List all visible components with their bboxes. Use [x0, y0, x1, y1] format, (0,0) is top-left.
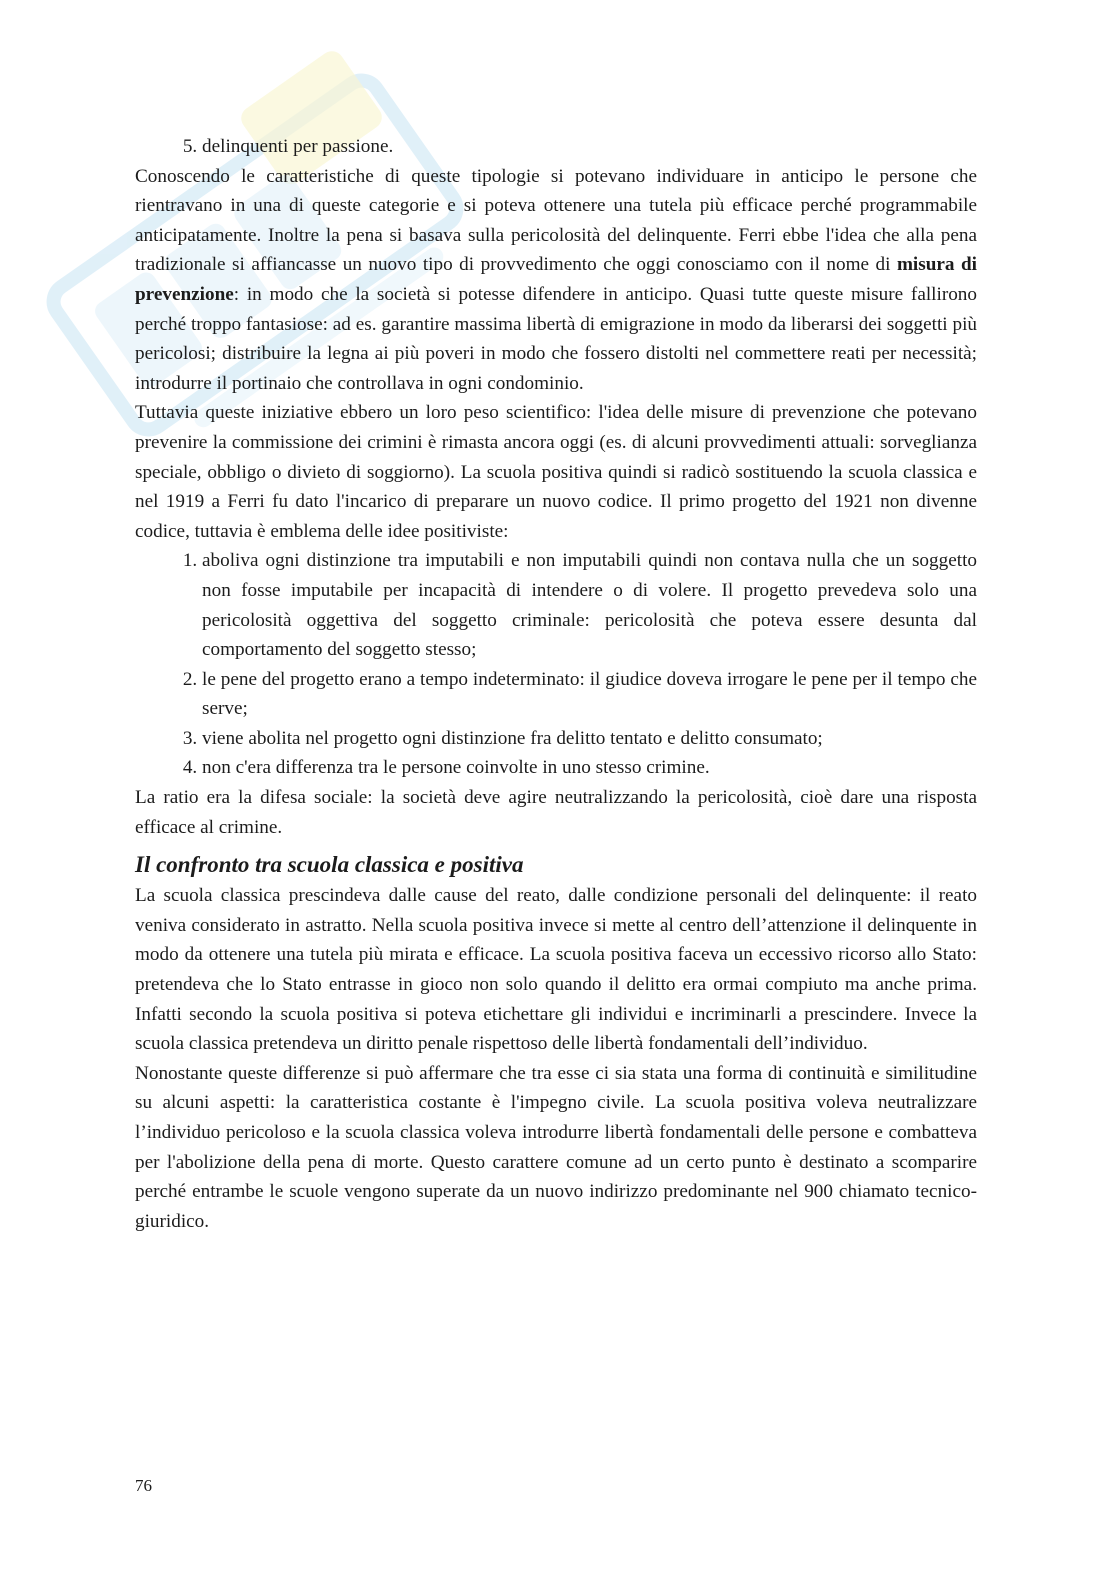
section-heading: Il confronto tra scuola classica e positiva: [135, 852, 524, 878]
paragraph: Tuttavia queste iniziative ebbero un loro peso scientifico: l'idea delle misure di prevenzione che potevano prevenire la commissione dei crimini è rimasta ancora oggi (es. di alcuni provvedimenti attuali: sorveglianza speciale, obbligo o divieto di soggiorno). La scuola positiva quindi si radicò sostituendo la scuola classica e nel 1919 a Ferri fu dato l'incarico di preparare un nuovo codice. Il primo progetto del 1921 non divenne codice, tuttavia è emblema delle idee positiviste:: [135, 402, 977, 542]
paragraph: La ratio era la difesa sociale: la società deve agire neutralizzando la pericolosità, cioè dare una risposta efficace al crimine.: [135, 787, 977, 838]
list-item: 3. viene abolita nel progetto ogni distinzione fra delitto tentato e delitto consumato;: [202, 724, 977, 754]
numbered-list: [135, 546, 977, 783]
paragraph-text: : in modo che la società si potesse difendere in anticipo. Quasi tutte queste misure fallirono perché troppo fantasiose: ad es. garantire massima libertà di emigrazione in modo da liberarsi dei soggetti più pericolosi; distribuire la legna ai più poveri in modo che fossero distolti nel commettere reati per necessità; introdurre il portinaio che controllava in ogni condominio.: [135, 283, 977, 394]
paragraph: [135, 162, 977, 399]
paragraph: La scuola classica prescindeva dalle cause del reato, dalle condizione personali del delinquente: il reato veniva considerato in astratto. Nella scuola positiva invece si mette al centro dell’attenzione il delinquente in modo da ottenere una tutela più mirata e efficace. La scuola positiva faceva un eccessivo ricorso allo Stato: pretendeva che lo Stato entrasse in gioco non solo quando il delitto era ormai compiuto ma anche prima. Infatti secondo la scuola positiva si poteva etichettare gli individui e incriminarli a prescindere. Invece la scuola classica pretendeva un diritto penale rispettoso delle libertà fondamentali dell’individuo.: [135, 885, 977, 1055]
bold-term: misura di prevenzione: [135, 254, 977, 305]
list-item: 4. non c'era differenza tra le persone coinvolte in uno stesso crimine.: [202, 753, 977, 783]
list-item: 2. le pene del progetto erano a tempo indeterminato: il giudice doveva irrogare le pene per il tempo che serve;: [202, 665, 977, 724]
paragraph: Nonostante queste differenze si può affermare che tra esse ci sia stata una forma di continuità e similitudine su alcuni aspetti: la caratteristica costante è l'impegno civile. La scuola positiva voleva neutralizzare l’individuo pericoloso e la scuola classica voleva introdurre libertà fondamentali delle persone e combatteva per l'abolizione della pena di morte. Questo carattere comune ad un certo punto è destinato a scomparire perché entrambe le scuole vengono superate da un nuovo indirizzo predominante nel 900 chiamato tecnico-giuridico.: [135, 1062, 977, 1232]
paragraph-text: Conoscendo le caratteristiche di queste tipologie si potevano individuare in anticipo le persone che rientravano in una di queste categorie e si poteva ottenere una tutela più efficace perché programmabile anticipatamente. Inoltre la pena si basava sulla pericolosità del delinquente. Ferri ebbe l'idea che alla pena tradizionale si affiancasse un nuovo tipo di provvedimento che oggi conosciamo con il nome di: [135, 165, 977, 276]
list-item: 1. aboliva ogni distinzione tra imputabili e non imputabili quindi non contava nulla che un soggetto non fosse imputabile per incapacità di intendere o di volere. Il progetto prevedeva solo una pericolosità oggettiva del soggetto criminale: pericolosità che poteva essere desunta dal comportamento del soggetto stesso;: [202, 546, 977, 664]
page-number: 76: [135, 1476, 152, 1495]
numbered-list-continuation: [135, 132, 977, 162]
document-page: [135, 132, 977, 1236]
list-item: 5. delinquenti per passione.: [202, 132, 977, 162]
